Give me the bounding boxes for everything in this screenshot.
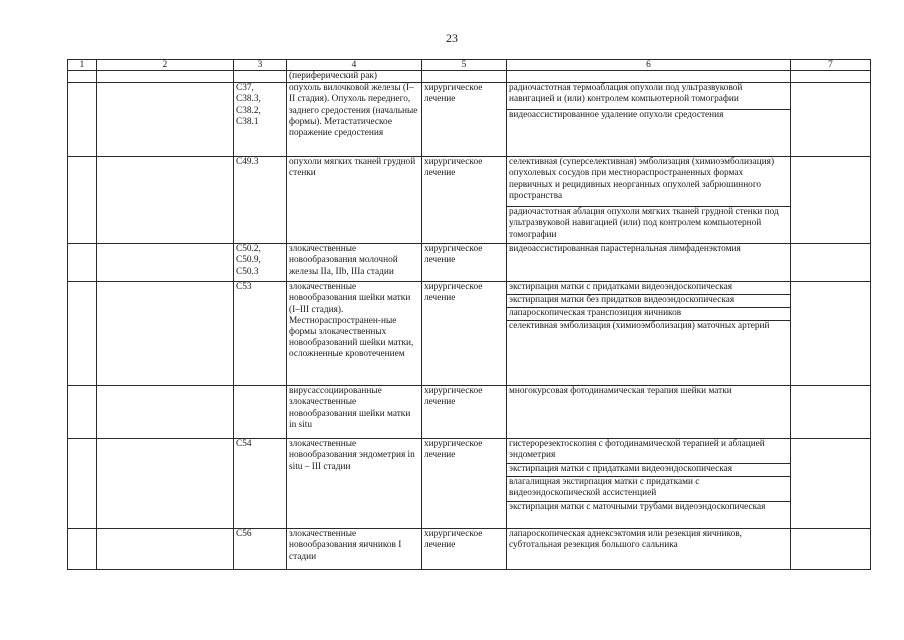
treatment-type-cell: хирургическое лечение (422, 244, 507, 282)
method-item: гистерорезектоскопия с фотодинамической терапией и аблацией эндометрия (507, 439, 790, 464)
icd-code-cell: C50.2, C50.9, C50.3 (234, 244, 287, 282)
page-number: 23 (446, 31, 458, 45)
col-header-3: 3 (234, 60, 287, 71)
column-number-row (68, 60, 871, 71)
col-header-2: 2 (97, 60, 234, 71)
icd-code-cell: C37, C38.3, C38.2, C38.1 (234, 83, 287, 157)
table-row (68, 83, 871, 157)
cell-col2 (97, 244, 234, 282)
diagnosis-cell: (периферический рак) (287, 71, 422, 83)
cell-col1 (68, 439, 97, 529)
method-item: влагалищная экстирпация матки с придатками с видеоэндоскопической ассистенцией (507, 477, 790, 502)
cell-col1 (68, 244, 97, 282)
method-item (507, 71, 790, 81)
treatment-table (67, 59, 871, 570)
diagnosis-cell: опухоль вилочковой железы (I–II стадия). Опухоль переднего, заднего средостения (начальные формы). Метастатическое поражение средостения (287, 83, 422, 157)
cell-col7 (791, 386, 871, 439)
col-header-6: 6 (507, 60, 791, 71)
table-row (68, 386, 871, 439)
methods-cell (507, 244, 791, 282)
cell-col2 (97, 83, 234, 157)
methods-cell (507, 439, 791, 529)
treatment-type-cell (422, 71, 507, 83)
treatment-type-cell: хирургическое лечение (422, 157, 507, 244)
method-item: селективная (суперселективная) эмболизация (химиоэмболизация) опухолевых сосудов при местнораспространенных формах первичных и рецидивных неорганных опухолей забрюшинного пространства (507, 157, 790, 207)
methods-cell (507, 83, 791, 157)
cell-col2 (97, 386, 234, 439)
icd-code-cell: C53 (234, 282, 287, 386)
table-row (68, 529, 871, 570)
icd-code-cell (234, 386, 287, 439)
methods-cell (507, 71, 791, 83)
table-row (68, 282, 871, 386)
cell-col2 (97, 282, 234, 386)
col-header-7: 7 (791, 60, 871, 71)
method-item: многокурсовая фотодинамическая терапия шейки матки (509, 386, 732, 397)
cell-col7 (791, 244, 871, 282)
table-row (68, 71, 871, 83)
table-row (68, 439, 871, 529)
diagnosis-cell: вирусассоциированные злокачественные новообразования шейки матки in situ (287, 386, 422, 439)
treatment-type-cell: хирургическое лечение (422, 529, 507, 570)
cell-col7 (791, 282, 871, 386)
treatment-type-cell: хирургическое лечение (422, 282, 507, 386)
treatment-type-cell: хирургическое лечение (422, 439, 507, 529)
method-item: радиочастотная аблация опухоли мягких тканей грудной стенки под ультразвуковой навигацией (или) под контролем компьютерной томографии (509, 207, 779, 240)
cell-col1 (68, 529, 97, 570)
methods-cell (507, 529, 791, 570)
table-row (68, 157, 871, 244)
method-item: экстирпация матки с маточными трубами видеоэндоскопическая (509, 502, 766, 513)
cell-col7 (791, 71, 871, 83)
cell-col2 (97, 439, 234, 529)
col-header-1: 1 (68, 60, 97, 71)
treatment-type-cell: хирургическое лечение (422, 83, 507, 157)
method-item: экстирпация матки с придатками видеоэндоскопическая (507, 464, 790, 477)
icd-code-cell: C49.3 (234, 157, 287, 244)
diagnosis-cell: злокачественные новообразования шейки матки (I–III стадия). Местнораспространен-ные формы злокачественных новообразований шейки матки, осложненные кровотечением (287, 282, 422, 386)
method-item: лапароскопическая аднексэктомия или резекция яичников, субтотальная резекция большого сальника (509, 529, 742, 551)
diagnosis-cell: злокачественные новообразования молочной железы IIa, IIb, IIIa стадии (287, 244, 422, 282)
treatment-type-cell: хирургическое лечение (422, 386, 507, 439)
diagnosis-cell: злокачественные новообразования яичников I стадии (287, 529, 422, 570)
cell-col7 (791, 157, 871, 244)
cell-col2 (97, 71, 234, 83)
cell-col7 (791, 529, 871, 570)
methods-cell (507, 157, 791, 244)
method-item: радиочастотная термоаблация опухоли под ультразвуковой навигацией и (или) контролем компьютерной томографии (507, 83, 790, 110)
cell-col2 (97, 529, 234, 570)
cell-col1 (68, 386, 97, 439)
method-item: экстирпация матки с придатками видеоэндоскопическая (507, 282, 790, 295)
cell-col7 (791, 83, 871, 157)
icd-code-cell: C56 (234, 529, 287, 570)
methods-cell (507, 282, 791, 386)
method-item: лапароскопическая транспозиция яичников (507, 308, 790, 321)
cell-col1 (68, 157, 97, 244)
method-item: селективная эмболизация (химиоэмболизация) маточных артерий (509, 321, 770, 332)
cell-col1 (68, 83, 97, 157)
cell-col1 (68, 71, 97, 83)
icd-code-cell: C54 (234, 439, 287, 529)
diagnosis-cell: злокачественные новообразования эндометрия in situ – III стадии (287, 439, 422, 529)
method-item: экстирпация матки без придатков видеоэндоскопическая (507, 295, 790, 308)
method-item: видеоассистированное удаление опухоли средостения (509, 110, 724, 121)
table-row (68, 244, 871, 282)
method-item: видеоассистированная парастернальная лимфаденэктомия (509, 244, 741, 255)
icd-code-cell (234, 71, 287, 83)
cell-col2 (97, 157, 234, 244)
cell-col7 (791, 439, 871, 529)
col-header-5: 5 (422, 60, 507, 71)
methods-cell (507, 386, 791, 439)
diagnosis-cell: опухоли мягких тканей грудной стенки (287, 157, 422, 244)
cell-col1 (68, 282, 97, 386)
col-header-4: 4 (287, 60, 422, 71)
